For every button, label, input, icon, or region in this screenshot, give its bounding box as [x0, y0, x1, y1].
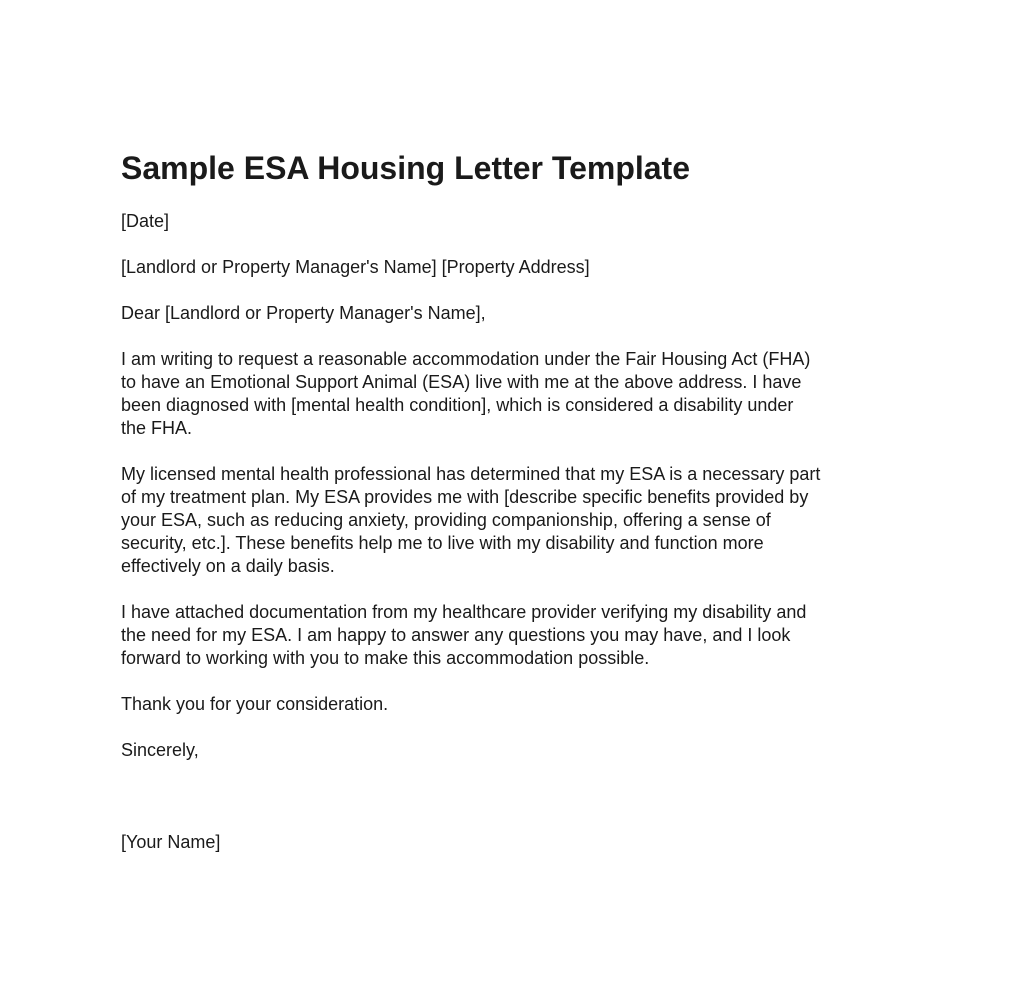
paragraph-line: forward to working with you to make this accommodation possible.	[121, 648, 650, 668]
letter-paragraph-2	[121, 463, 921, 578]
paragraph-line: your ESA, such as reducing anxiety, providing companionship, offering a sense of	[121, 510, 771, 530]
paragraph-line: the need for my ESA. I am happy to answer any questions you may have, and I look	[121, 625, 791, 645]
letter-signature: [Your Name]	[121, 832, 221, 852]
signature-space	[121, 785, 921, 831]
letter-thanks: Thank you for your consideration.	[121, 694, 389, 714]
letter-paragraph-1	[121, 348, 921, 440]
paragraph-line: security, etc.]. These benefits help me to live with my disability and function more	[121, 533, 764, 553]
letter-salutation: Dear [Landlord or Property Manager's Name],	[121, 303, 486, 323]
paragraph-line: I am writing to request a reasonable accommodation under the Fair Housing Act (FHA)	[121, 349, 811, 369]
paragraph-line: I have attached documentation from my healthcare provider verifying my disability and	[121, 602, 807, 622]
paragraph-line: to have an Emotional Support Animal (ESA) live with me at the above address. I have	[121, 372, 802, 392]
letter-closing: Sincerely,	[121, 740, 199, 760]
letter-page	[121, 148, 921, 877]
letter-paragraph-3	[121, 601, 921, 670]
letter-recipient: [Landlord or Property Manager's Name] [Property Address]	[121, 257, 590, 277]
letter-date: [Date]	[121, 211, 170, 231]
paragraph-line: the FHA.	[121, 418, 193, 438]
paragraph-line: My licensed mental health professional has determined that my ESA is a necessary part	[121, 464, 821, 484]
paragraph-line: been diagnosed with [mental health condition], which is considered a disability under	[121, 395, 794, 415]
paragraph-line: of my treatment plan. My ESA provides me with [describe specific benefits provided by	[121, 487, 809, 507]
page-title: Sample ESA Housing Letter Template	[121, 150, 690, 186]
paragraph-line: effectively on a daily basis.	[121, 556, 335, 576]
